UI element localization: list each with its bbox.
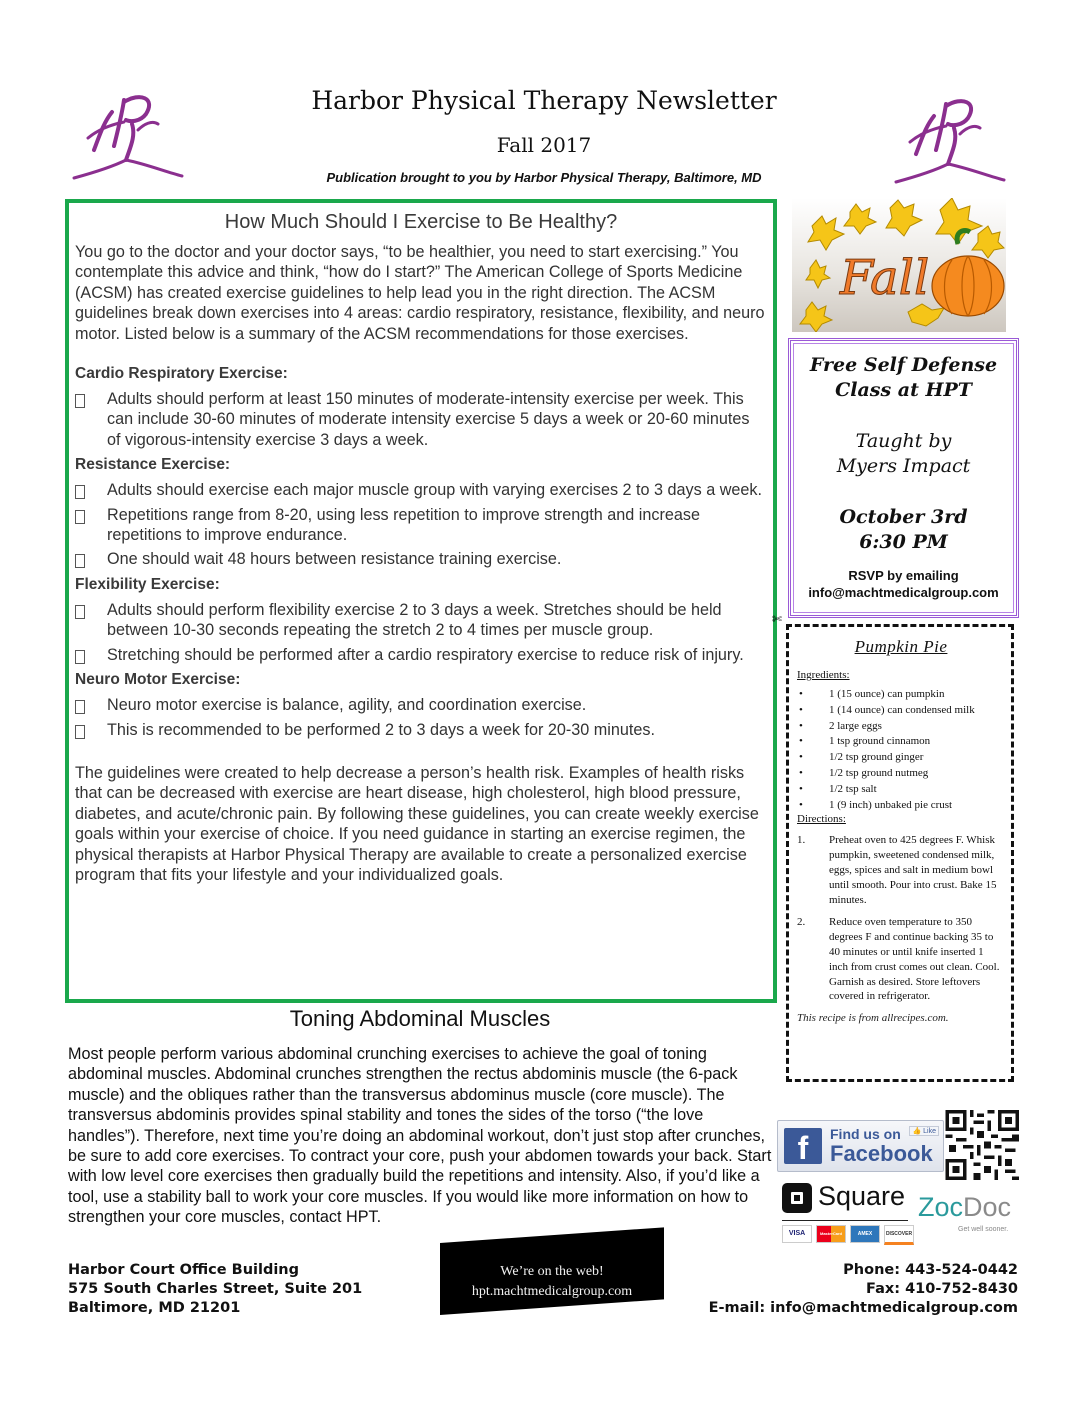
checkbox-glyph-icon	[75, 394, 85, 408]
section-cardio	[75, 363, 767, 450]
qr-code	[945, 1110, 1019, 1180]
ingredient-item: • 1 tsp ground cinnamon	[797, 734, 1005, 750]
contact-phone: Phone: 443-524-0442	[843, 1262, 1018, 1278]
bullet-item: Stretching should be performed after a cardio respiratory exercise to reduce risk of injury.	[75, 645, 767, 665]
facebook-line1: Find us on	[830, 1126, 901, 1142]
bullet-item: Adults should exercise each major muscle group with varying exercises 2 to 3 days a week.	[75, 480, 767, 500]
section-neuro-motor	[75, 669, 767, 740]
section-heading: Resistance Exercise:	[75, 456, 231, 474]
contact-email[interactable]: E-mail: info@machtmedicalgroup.com	[708, 1300, 1018, 1316]
checkbox-glyph-icon	[75, 650, 85, 664]
ingredient-item: • 2 large eggs	[797, 719, 1005, 735]
section-heading: Cardio Respiratory Exercise:	[75, 365, 288, 383]
ingredient-item: • 1/2 tsp ground nutmeg	[797, 766, 1005, 782]
bullet-item: Adults should perform at least 150 minutes of moderate-intensity exercise per week. This can include 30-60 minutes of moderate intensity exercise 5 days a week or 20-60 minutes of vigorous-intensity exercise 3 days a week.	[75, 389, 767, 450]
newsletter-title: Harbor Physical Therapy Newsletter	[311, 86, 777, 115]
event-rsvp: RSVP by emailing	[848, 568, 959, 583]
square-icon	[782, 1183, 812, 1213]
event-time: 6:30 PM	[859, 531, 948, 553]
event-instructor: Myers Impact	[836, 455, 971, 477]
section-heading: Flexibility Exercise:	[75, 575, 220, 593]
event-rsvp-email[interactable]: info@machtmedicalgroup.com	[808, 585, 999, 600]
bullet-item: Neuro motor exercise is balance, agility, and coordination exercise.	[75, 695, 767, 715]
self-defense-event-box	[788, 338, 1019, 618]
facebook-icon: f	[784, 1128, 822, 1164]
square-divider	[782, 1220, 908, 1221]
facebook-badge[interactable]	[777, 1120, 944, 1172]
recipe-title: Pumpkin Pie	[854, 637, 948, 656]
checkbox-glyph-icon	[75, 485, 85, 499]
direction-step: 1. Preheat oven to 425 degrees F. Whisk pumpkin, sweetened condensed milk, eggs, spices and salt in medium bowl until smooth. Pour into crust. Bake 15 minutes.	[797, 834, 997, 906]
scissors-icon: ✄	[772, 612, 783, 626]
section-resistance	[75, 454, 767, 570]
event-date: October 3rd	[839, 506, 968, 528]
hpt-logo-icon	[66, 84, 186, 184]
event-taught-by: Taught by	[855, 430, 952, 452]
address-line1: Harbor Court Office Building	[68, 1262, 300, 1278]
hpt-logo-right	[888, 88, 1008, 188]
facebook-like-button[interactable]: 👍 Like	[909, 1126, 939, 1136]
recipe-source: This recipe is from allrecipes.com.	[797, 1012, 949, 1025]
square-logo	[782, 1181, 912, 1219]
directions-label: Directions:	[797, 813, 846, 826]
discover-card-icon: DISCOVER	[884, 1225, 914, 1245]
payment-cards	[782, 1225, 914, 1245]
office-address	[68, 1261, 362, 1318]
direction-step: 2. Reduce oven temperature to 350 degrees F and continue backing 35 to 40 minutes or until knife inserted 1 inch from crust comes out clean. Cool. Garnish as desired. Store leftovers covered in refrigerator.	[797, 916, 1000, 1003]
bullet-item: This is recommended to be performed 2 to 3 days a week for 20-30 minutes.	[75, 720, 767, 740]
website-link[interactable]: hpt.machtmedicalgroup.com	[471, 1284, 633, 1299]
square-label: Square	[818, 1181, 906, 1211]
fall-leaves-pumpkin-icon	[792, 198, 1006, 332]
web-banner-line1: We’re on the web!	[500, 1264, 604, 1279]
svg-text:Fall: Fall	[840, 250, 930, 306]
zocdoc-tagline: Get well sooner.	[958, 1226, 1009, 1233]
checkbox-glyph-icon	[75, 605, 85, 619]
thumbs-up-icon: 👍	[912, 1128, 922, 1135]
fall-illustration	[792, 198, 1006, 332]
contact-info	[709, 1261, 1018, 1318]
checkbox-glyph-icon	[75, 700, 85, 714]
hpt-logo-left	[66, 84, 186, 184]
bullet-item: Adults should perform flexibility exercise 2 to 3 days a week. Stretches should be held between 10-30 seconds repeating the stretch 2 to 4 times per muscle group.	[75, 600, 767, 641]
address-line3: Baltimore, MD 21201	[68, 1300, 241, 1316]
main-article-intro: You go to the doctor and your doctor says, “to be healthier, you need to start exercising.” You contemplate this advice and think, “how do I start?” The American College of Sports Medicine (ACSM) has created exercise guidelines to help lead you in the right direction. The ACSM guidelines break down exercises into 4 areas: cardio respiratory, resistance, flexibility, and neuro motor. Listed below is a summary of the ACSM recommendations for those exercises.	[75, 243, 765, 343]
ingredient-item: • 1 (15 ounce) can pumpkin	[797, 687, 1005, 703]
event-title-line1: Free Self Defense	[809, 354, 998, 376]
amex-card-icon: AMEX	[850, 1225, 880, 1243]
main-article-conclusion: The guidelines were created to help decrease a person’s health risk. Examples of health risks that can be decreased with exercise are heart disease, high cholesterol, high blood pressure, diabetes, and acute/chronic pain. By following these guidelines, you can create weekly exercise goals within your exercise of choice. If you need guidance in starting an exercise regimen, the physical therapists at Harbor Physical Therapy are available to create a personalized exercise program that fits your lifestyle and your individualized goals.	[75, 763, 759, 884]
web-banner-text	[440, 1262, 664, 1302]
section-flexibility	[75, 574, 767, 665]
hpt-logo-icon	[888, 88, 1008, 188]
recipe-coupon-box	[786, 624, 1014, 1082]
ingredient-item: • 1 (9 inch) unbaked pie crust	[797, 798, 1005, 814]
facebook-line2: Facebook	[830, 1141, 933, 1166]
contact-fax: Fax: 410-752-8430	[866, 1281, 1018, 1297]
checkbox-glyph-icon	[75, 725, 85, 739]
directions-list	[797, 833, 1005, 1004]
publication-line: Publication brought to you by Harbor Physical Therapy, Baltimore, MD	[326, 170, 762, 185]
checkbox-glyph-icon	[75, 510, 85, 524]
ingredient-item: • 1/2 tsp ground ginger	[797, 750, 1005, 766]
address-line2: 575 South Charles Street, Suite 201	[68, 1281, 363, 1297]
main-article-box	[65, 199, 777, 1003]
toning-article-body: Most people perform various abdominal crunching exercises to achieve the goal of toning abdominal muscles. Abdominal crunches strengthen the rectus abdominis muscle (the 6-pack muscle) and the obliques rather than the transversus abdominus muscle (core muscle). The transversus abdominis provides spinal stability and tones the sides of the torso (“the love handles”). Therefore, next time you’re doing an abdominal workout, don’t just stop after crunches, be sure to add core exercises. To contract your core, push your abdomen towards your back. Start with low level core exercises then gradually build the repetitions and intensity. Also, if you’d like a tool, use a stability ball to work your core muscles. If you would like more information on how to strengthen your core muscles, contact HPT.	[68, 1045, 772, 1227]
main-article-title: How Much Should I Exercise to Be Healthy?	[224, 211, 618, 233]
bullet-item: One should wait 48 hours between resistance training exercise.	[75, 549, 767, 569]
toning-article-title: Toning Abdominal Muscles	[289, 1006, 551, 1031]
zocdoc-logo: ZocDoc	[918, 1192, 1012, 1222]
ingredient-item: • 1 (14 ounce) can condensed milk	[797, 703, 1005, 719]
visa-card-icon: VISA	[782, 1225, 812, 1243]
event-title-line2: Class at HPT	[835, 379, 972, 401]
newsletter-issue: Fall 2017	[496, 133, 592, 157]
ingredients-label: Ingredients:	[797, 669, 850, 681]
qr-code-icon	[945, 1110, 1019, 1180]
checkbox-glyph-icon	[75, 554, 85, 568]
ingredients-list	[797, 687, 1005, 813]
bullet-item: Repetitions range from 8-20, using less repetition to improve strength and increase repetitions to improve endurance.	[75, 505, 767, 546]
mastercard-icon: MasterCard	[816, 1225, 846, 1243]
ingredient-item: • 1/2 tsp salt	[797, 782, 1005, 798]
section-heading: Neuro Motor Exercise:	[75, 671, 241, 689]
